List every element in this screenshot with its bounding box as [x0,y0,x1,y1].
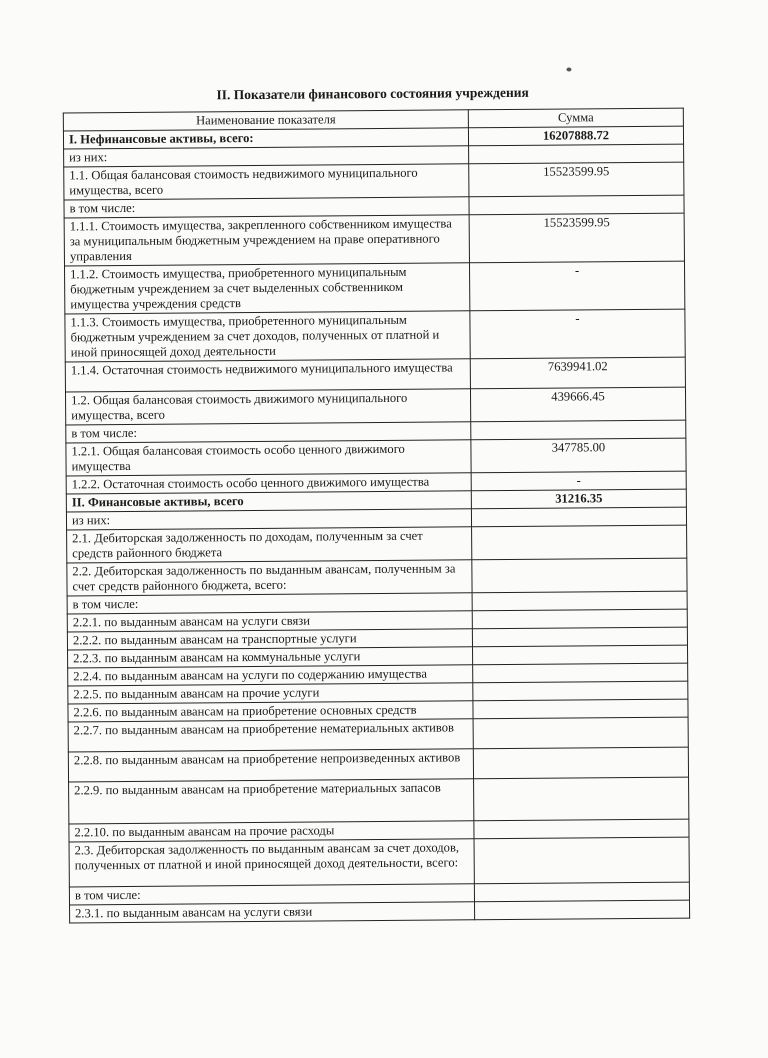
indicator-sum: - [469,261,684,311]
indicator-label: 2.2.5. по выданным авансам на прочие услуги [68,683,473,704]
indicator-label: 1.1.4. Остаточная стоимость недвижимого муниципального имущества [65,359,470,392]
table-row [68,747,688,782]
indicator-sum: - [471,471,686,491]
table-row [65,309,685,362]
indicator-label: из них: [64,146,469,167]
indicator-sum: 15523599.95 [469,213,684,263]
indicator-label: 1.2.2. Остаточная стоимость особо ценного движимого имущества [66,473,471,494]
indicator-sum [471,420,686,440]
indicator-sum [471,507,686,527]
indicator-sum [469,144,684,164]
indicator-label: 2.2. Дебиторская задолженность по выданным авансам, полученным за счет средств районного бюджета, всего: [67,560,472,596]
indicator-label: в том числе: [69,884,474,905]
table-row [65,387,685,425]
section-title: II. Показатели финансового состояния учреждения [216,84,529,103]
indicator-label: 2.2.9. по выданным авансам на приобретение материальных запасов [69,779,474,824]
indicator-label: 2.2.6. по выданным авансам на приобретение основных средств [68,701,473,722]
indicator-label: 2.2.3. по выданным авансам на коммунальные услуги [68,647,473,668]
indicator-sum [474,777,689,821]
scan-speck [566,67,571,71]
financial-indicators-table [63,108,690,924]
indicator-sum [472,591,687,611]
indicator-sum [474,882,689,902]
table-row [69,837,689,887]
indicator-label: 1.1.2. Стоимость имущества, приобретенного муниципальным бюджетным учреждением за счет выделенных собственником имущества учреждения средств [64,263,469,314]
indicator-sum: 347785.00 [471,438,686,473]
table-row [67,558,687,596]
indicator-label: в том числе: [67,593,472,614]
indicator-label: в том числе: [64,197,469,218]
indicator-sum: 439666.45 [470,387,685,422]
indicator-sum [472,645,687,665]
table-body [63,126,689,923]
indicator-sum [473,699,688,719]
indicator-sum [473,681,688,701]
indicator-sum: 31216.35 [471,489,686,509]
header-indicator-name: Наименование показателя [63,110,468,131]
indicator-label: 1.2.1. Общая балансовая стоимость особо ценного движимого имущества [66,440,471,476]
indicator-label: 2.3. Дебиторская задолженность по выданным авансам за счет доходов, полученных от платной и иной приносящей доход деятельности, всего: [69,839,474,887]
table-row [68,717,688,752]
table-row [64,162,684,200]
indicator-label: 1.2. Общая балансовая стоимость движимого муниципального имущества, всего [65,389,470,425]
table-row [66,438,686,476]
indicator-sum [469,195,684,215]
table-row [64,261,684,314]
indicator-label: 2.2.8. по выданным авансам на приобретение непроизведенных активов [68,749,473,782]
indicator-label: 1.1.1. Стоимость имущества, закрепленного собственником имущества за муниципальным бюджетным учреждением на праве оперативного управления [64,215,469,266]
indicator-sum: 16207888.72 [468,126,683,146]
indicator-sum [472,525,687,560]
indicator-label: 2.2.2. по выданным авансам на транспортные услуги [67,629,472,650]
indicator-sum [475,900,690,920]
indicator-sum [474,837,689,884]
indicator-label: I. Нефинансовые активы, всего: [63,128,468,149]
indicator-label: из них: [66,509,471,530]
indicator-sum: 7639941.02 [470,357,685,389]
table-row [67,525,687,563]
indicator-label: 2.3.1. по выданным авансам на услуги связи [70,902,475,923]
table-row [65,357,685,392]
indicator-sum [473,717,688,749]
indicator-label: 2.2.4. по выданным авансам на услуги по содержанию имущества [68,665,473,686]
table-row [69,777,689,824]
indicator-label: 2.2.10. по выданным авансам на прочие расходы [69,821,474,842]
indicator-label: 2.2.1. по выданным авансам на услуги связи [67,611,472,632]
indicator-label: 1.1.3. Стоимость имущества, приобретенного муниципальным бюджетным учреждением за счет доходов, полученных от платной и иной приносящей доход деятельности [65,311,470,362]
indicator-label: II. Финансовые активы, всего [66,491,471,512]
indicator-label: в том числе: [66,422,471,443]
indicator-sum [472,609,687,629]
indicator-sum [473,663,688,683]
indicator-label: 1.1. Общая балансовая стоимость недвижимого муниципального имущества, всего [64,164,469,200]
header-sum: Сумма [468,108,683,128]
indicator-sum [473,747,688,779]
indicator-sum: - [470,309,685,359]
indicator-sum: 15523599.95 [469,162,684,197]
table-row [70,900,690,923]
indicator-sum [472,627,687,647]
indicator-label: 2.2.7. по выданным авансам на приобретение нематериальных активов [68,719,473,752]
indicator-sum [472,558,687,593]
indicator-sum [474,819,689,839]
table-row [64,213,684,266]
indicator-label: 2.1. Дебиторская задолженность по доходам, полученным за счет средств районного бюджета [67,527,472,563]
